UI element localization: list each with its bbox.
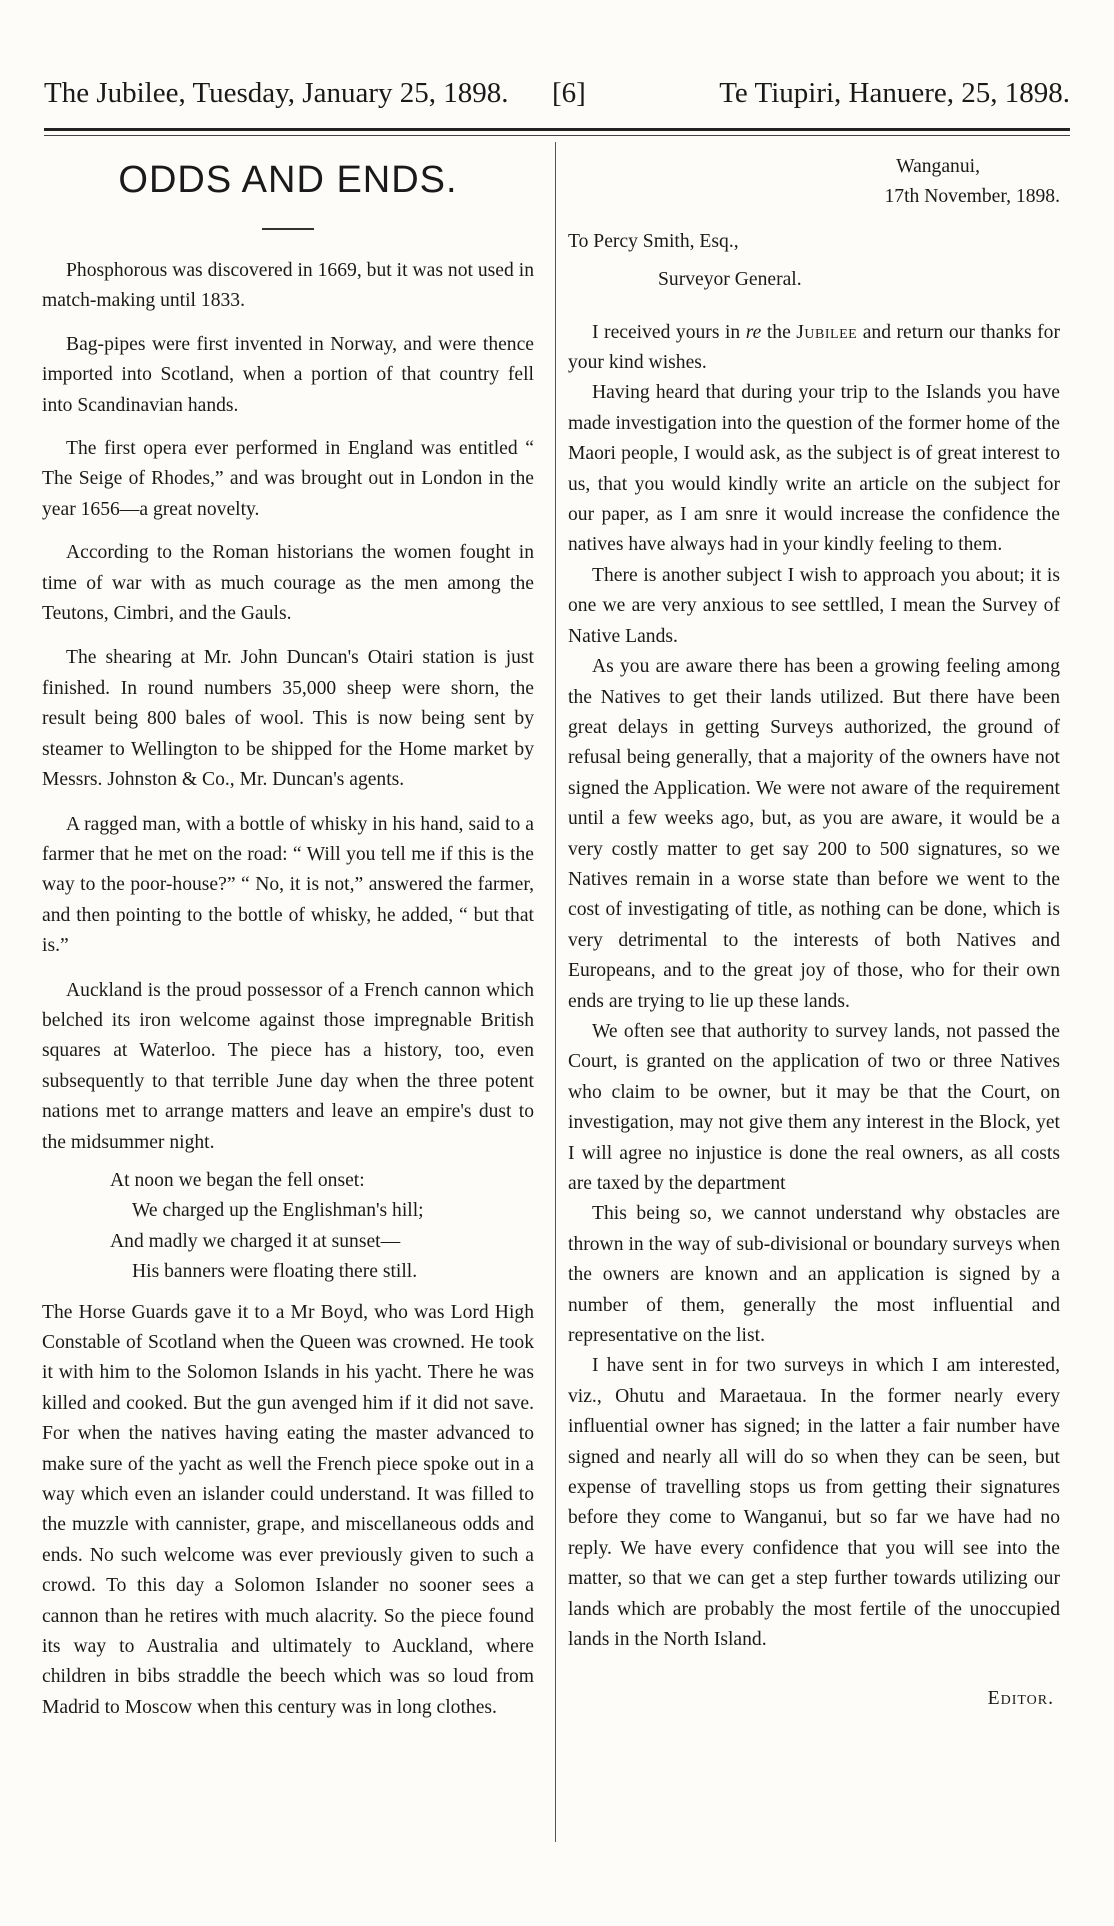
letter-place: Wanganui, (896, 156, 980, 177)
column-divider (555, 142, 556, 1842)
verse-line: We charged up the Englishman's hill; (132, 1200, 424, 1222)
letter-salutation: To Percy Smith, Esq., (568, 230, 739, 252)
verse (42, 1166, 534, 1288)
item-first-opera: The first opera ever performed in England was entitled “ The Seige of Rhodes,” and was brought out in London in the year 1656—a great novelty. (42, 438, 534, 520)
verse-line: His banners were floating there still. (132, 1261, 418, 1283)
item-horse-guards: The Horse Guards gave it to a Mr Boyd, who was Lord High Constable of Scotland when the Queen was crowned. He took it with him to the Solomon Islands in his yacht. There he was killed and cooked. But the gun avenged him if it did not save. For when the natives having eating the master advanced to make sure of the yacht as well the French piece spoke out in a way which even an islander could understand. It was filled to the muzzle with cannister, grape, and miscellaneous odds and ends. No such welcome was ever previously given to such a crowd. To this day a Solomon Islander no sooner sees a cannon than he retires with much alacrity. So the piece found its way to Australia and ultimately to Auckland, where children in bibs straddle the beech which was so loud from Madrid to Moscow when this century was in long clothes. (42, 1301, 534, 1718)
section-title: ODDS AND ENDS. (118, 159, 458, 201)
letter-paragraph: This being so, we cannot understand why obstacles are thrown in the way of sub-divisional or boundary surveys when the owners are known and an application is signed by a number of them, generally the most influential and representative on the list. (568, 1203, 1060, 1347)
masthead-rule-thick (44, 128, 1070, 131)
masthead (44, 76, 1070, 112)
item-roman-historians: According to the Roman historians the women fought in time of war with as much courage as the men among the Teutons, Cimbri, and the Gauls. (42, 542, 534, 625)
item-bagpipes: Bag-pipes were first invented in Norway, and were thence imported into Scotland, when a portion of that country fell into Scandinavian hands. (42, 333, 534, 416)
letter-heading (568, 152, 1060, 213)
title-divider (262, 228, 314, 230)
masthead-maori-date: Te Tiupiri, Hanuere, 25, 1898. (719, 77, 1070, 109)
thanks-jubilee: Jubilee (796, 321, 858, 343)
thanks-the: the (766, 321, 791, 343)
letter-recipient-title: Surveyor General. (658, 269, 802, 291)
letter-paragraph: As you are aware there has been a growing feeling among the Natives to get their lands utilized. But there have been great delays in getting Surveys authorized, the ground of refusal being generally, that a majority of the owners have not signed the Application. We were not aware of the requirement until a few weeks ago, but, as you are aware, it would be a very costly matter to get say 200 to 500 signatures, so we Natives remain in a worse state than before we went to the cost of investigating of title, as nothing can be done, which is very detrimental to the interests of both Natives and Europeans, and to the great joy of those, who for their own ends are trying to lie up these lands. (568, 656, 1060, 1012)
odds-and-ends-column (42, 152, 534, 1736)
verse-line: And madly we charged it at sunset— (110, 1230, 401, 1252)
letter-column (568, 152, 1060, 1714)
item-auckland-cannon: Auckland is the proud possessor of a French cannon which belched its iron welcome against those impregnable British squares at Waterloo. The piece has a history, too, even subsequently to that terrible June day when the three potent nations met to arrange matters and leave an empire's dust to the midsummer night. (42, 979, 534, 1153)
item-ragged-man: A ragged man, with a bottle of whisky in his hand, said to a farmer that he met on the road: “ Will you tell me if this is the way to the poor-house?” “ No, it is not,” answered the farmer, and then pointing to the bottle of whisky, he added, “ but that is.” (42, 813, 534, 957)
thanks-re: re (745, 321, 762, 343)
letter-paragraph-thanks (568, 318, 1060, 379)
verse-line: At noon we began the fell onset: (110, 1169, 365, 1191)
letter-date: 17th November, 1898. (884, 186, 1060, 208)
thanks-text-start: I received yours in (592, 321, 741, 343)
letter-paragraph: I have sent in for two surveys in which I am interested, viz., Ohutu and Maraetaua. In the former nearly every influential owner has signed; in the latter a fair number have signed and nearly all will do so when they can be seen, but expense of travelling stops us from getting their signatures before they come to Wanganui, but so far we have had no reply. We have every confidence that you will see into the matter, so that we can get a step further towards utilizing our lands which are probably the most fertile of the unoccupied lands in the North Island. (568, 1355, 1060, 1651)
letter-paragraph: There is another subject I wish to approach you about; it is one we are very anxious to see settlled, I mean the Survey of Native Lands. (568, 564, 1060, 647)
letter-signoff: Editor. (987, 1687, 1054, 1709)
letter-paragraph: We often see that authority to survey lands, not passed the Court, is granted on the application of two or three Natives who claim to be owner, but it may be that the Court, on investigation, may not give them any interest in the Block, yet I will agree no injustice is done the real owners, as all costs are taxed by the department (568, 1020, 1060, 1194)
thanks-text-end: and return our thanks for your kind wishes. (568, 321, 1060, 374)
letter-paragraph: Having heard that during your trip to the Islands you have made investigation into the question of the former home of the Maori people, I would ask, as the subject is of great interest to us, that you would kindly write an article on the subject for our paper, as I am snre it would increase the confidence the natives have always had in your kindly feeling to them. (568, 382, 1060, 556)
masthead-rule-thin (44, 135, 1070, 136)
item-shearing: The shearing at Mr. John Duncan's Otairi station is just finished. In round numbers 35,000 sheep were shorn, the result being 800 bales of wool. This is now being sent by steamer to Wellington to be shipped for the Home market by Messrs. Johnston & Co., Mr. Duncan's agents. (42, 647, 534, 791)
masthead-english-date: The Jubilee, Tuesday, January 25, 1898. (44, 77, 509, 109)
page-number: [6] (552, 77, 586, 109)
item-phosphorous: Phosphorous was discovered in 1669, but it was not used in match-making until 1833. (42, 260, 534, 312)
